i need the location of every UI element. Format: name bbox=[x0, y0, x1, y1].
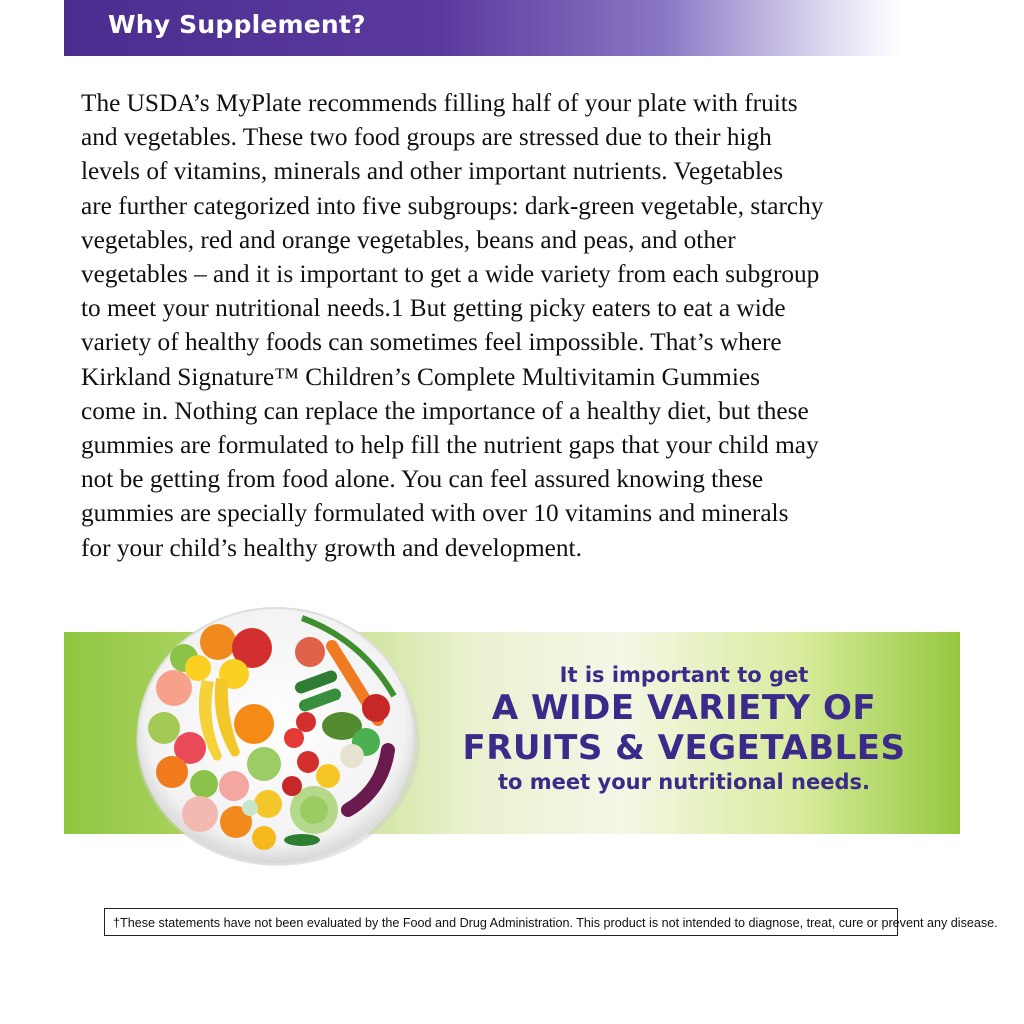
plate-illustration bbox=[132, 600, 420, 868]
body-line: variety of healthy foods can sometimes feel impossible. That’s where bbox=[81, 328, 782, 357]
body-line: levels of vitamins, minerals and other important nutrients. Vegetables bbox=[81, 157, 784, 186]
body-line: and vegetables. These two food groups are stressed due to their high bbox=[81, 123, 772, 152]
body-line: Kirkland Signature™ Children’s Complete Multivitamin Gummies bbox=[81, 362, 760, 391]
body-line: gummies are formulated to help fill the nutrient gaps that your child may bbox=[81, 431, 819, 460]
banner-line-2: A WIDE VARIETY OF bbox=[491, 688, 877, 728]
body-line: vegetables, red and orange vegetables, beans and peas, and other bbox=[81, 225, 736, 254]
body-line: are further categorized into five subgroups: dark-green vegetable, starchy bbox=[81, 191, 824, 220]
body-line: vegetables – and it is important to get a wide variety from each subgroup bbox=[81, 260, 820, 289]
section-title: Why Supplement? bbox=[108, 10, 366, 39]
body-line: gummies are specially formulated with over 10 vitamins and minerals bbox=[81, 499, 789, 528]
body-line: to meet your nutritional needs.1 But getting picky eaters to eat a wide bbox=[81, 294, 786, 323]
section-header-bar bbox=[64, 0, 900, 56]
banner-line-4: to meet your nutritional needs. bbox=[498, 770, 870, 794]
banner-line-1: It is important to get bbox=[559, 663, 809, 687]
body-line: The USDA’s MyPlate recommends filling half of your plate with fruits bbox=[81, 89, 798, 117]
body-paragraph bbox=[81, 86, 951, 565]
fruit-vegetable-plate-image bbox=[132, 600, 420, 868]
body-line: come in. Nothing can replace the importance of a healthy diet, but these bbox=[81, 396, 809, 425]
fda-disclaimer: †These statements have not been evaluated by the Food and Drug Administration. This product is not intended to diagnose, treat, cure or prevent any disease. bbox=[104, 908, 898, 936]
banner-message bbox=[454, 662, 914, 796]
body-line: not be getting from food alone. You can feel assured knowing these bbox=[81, 465, 764, 494]
banner-line-3: FRUITS & VEGETABLES bbox=[462, 728, 906, 768]
body-line: for your child’s healthy growth and development. bbox=[81, 533, 582, 562]
